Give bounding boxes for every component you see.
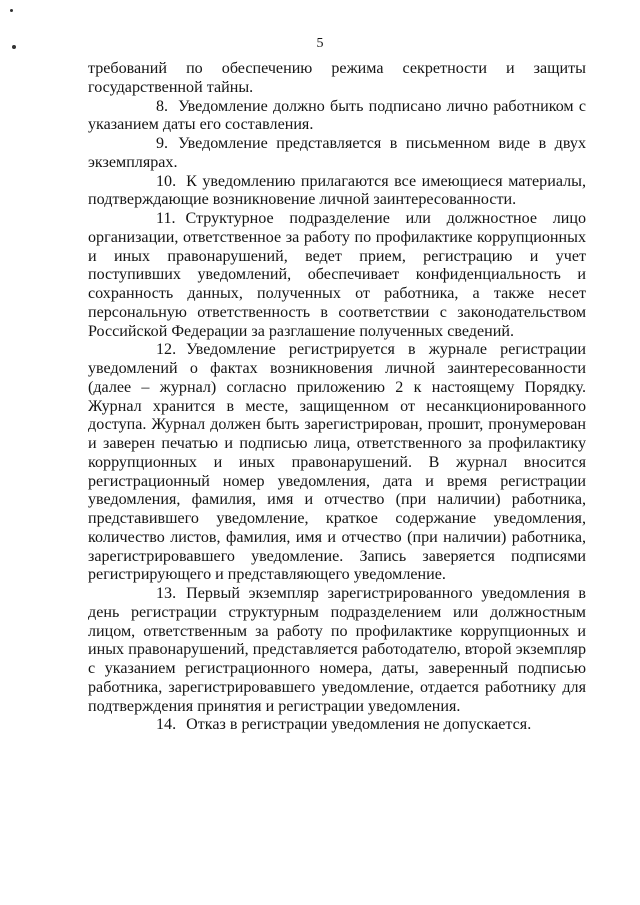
paragraph-text: требований по обеспечению режима секретности и защиты государственной тайны. [88, 60, 586, 96]
paragraph-14 [88, 716, 586, 735]
paragraph-number: 8. [156, 97, 169, 115]
paragraph-9 [88, 135, 586, 173]
paragraph-text: К уведомлению прилагаются все имеющиеся материалы, подтверждающие возникновение личной заинтересованности. [88, 172, 586, 209]
paragraph-continuation [88, 60, 586, 98]
paragraph-12 [88, 341, 586, 585]
paragraph-number: 9. [156, 135, 169, 152]
paragraph-text: Отказ в регистрации уведомления не допускается. [186, 716, 532, 734]
paragraph-text: Уведомление регистрируется в журнале регистрации уведомлений о фактах возникновения личной заинтересованности (далее – журнал) согласно приложению 2 к настоящему Порядку. Журнал хранится в месте, защищенном от несанкционированного доступа. Журнал должен быть зарегистрирован, прошит, пронумерован и заверен печатью и подписью лица, ответственного за профилактику коррупционных и иных правонарушений. В журнал вносится регистрационный номер уведомления, дата и время регистрации уведомления, фамилия, имя и отчество (при наличии) работника, представившего уведомление, краткое содержание уведомления, количество листов, фамилия, имя и отчество (при наличии) работника, зарегистрировавшего уведомление. Запись заверяется подписями регистрирующего и представляющего уведомление. [88, 341, 586, 584]
paragraph-number: 10. [156, 172, 177, 190]
paragraph-text: Первый экземпляр зарегистрированного уведомления в день регистрации структурным подразделением или должностным лицом, ответственным за работу по профилактике коррупционных и иных правонарушений, представляется работодателю, второй экземпляр с указанием регистрационного номера, даты, заверенный подписью работника, зарегистрировавшего уведомление, отдается работнику для подтверждения принятия и регистрации уведомления. [88, 585, 586, 715]
paragraph-number: 13. [156, 585, 177, 602]
paragraph-13 [88, 585, 586, 716]
page-number: 5 [316, 36, 324, 51]
paragraph-8 [88, 98, 586, 136]
paragraph-text: Структурное подразделение или должностное лицо организации, ответственное за работу по профилактике коррупционных и иных правонарушений, ведет прием, регистрацию и учет поступивших уведомлений, обеспечивает конфиденциальность и сохранность данных, полученных от работника, а также несет персональную ответственность в соответствии с законодательством Российской Федерации за разглашение полученных сведений. [88, 210, 586, 340]
paragraph-number: 12. [156, 341, 177, 359]
paragraph-number: 11. [156, 210, 176, 227]
paragraph-number: 14. [156, 716, 177, 734]
paragraph-text: Уведомление представляется в письменном виде в двух экземплярах. [88, 135, 586, 171]
document-body [88, 60, 586, 735]
paragraph-11 [88, 210, 586, 341]
scan-speck [10, 9, 13, 12]
paragraph-10 [88, 173, 586, 211]
paragraph-text: Уведомление должно быть подписано лично работником с указанием даты его составления. [88, 97, 586, 134]
